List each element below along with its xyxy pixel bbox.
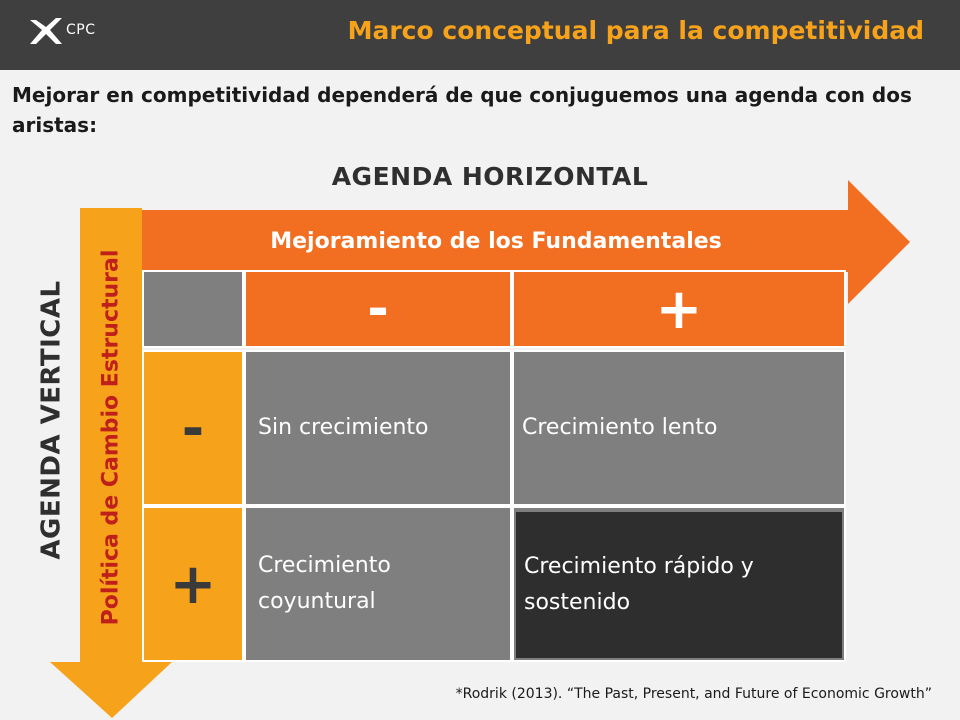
column-plus-header: + <box>512 270 846 348</box>
vertical-agenda-title: AGENDA VERTICAL <box>37 280 67 560</box>
cell-crecimiento-coyuntural <box>244 506 512 662</box>
column-minus-header: - <box>244 270 512 348</box>
fundamentals-label: Mejoramiento de los Fundamentales <box>270 228 722 254</box>
horizontal-agenda-title: AGENDA HORIZONTAL <box>331 162 649 191</box>
cell-text: Crecimiento lento <box>522 415 718 440</box>
logo-text: CPC <box>66 22 96 38</box>
intro-text: Mejorar en competitividad dependerá de que conjuguemos una agenda con dos aristas: <box>12 83 912 137</box>
corner-cell <box>142 270 244 348</box>
row-plus-header: + <box>142 506 244 662</box>
footnote: *Rodrik (2013). “The Past, Present, and Future of Economic Growth” <box>455 686 932 702</box>
cell-sin-crecimiento <box>244 350 512 506</box>
cell-crecimiento-rapido <box>516 512 842 658</box>
cell-text: Crecimiento coyuntural <box>258 553 391 614</box>
structural-change-label: Política de Cambio Estructural <box>98 249 124 625</box>
cell-crecimiento-lento <box>512 350 846 506</box>
cell-text: Crecimiento rápido y sostenido <box>524 554 754 615</box>
header-bar <box>0 0 960 70</box>
row-minus-header: - <box>142 350 244 506</box>
page-title: Marco conceptual para la competitividad <box>347 16 924 45</box>
cell-text: Sin crecimiento <box>258 415 429 440</box>
